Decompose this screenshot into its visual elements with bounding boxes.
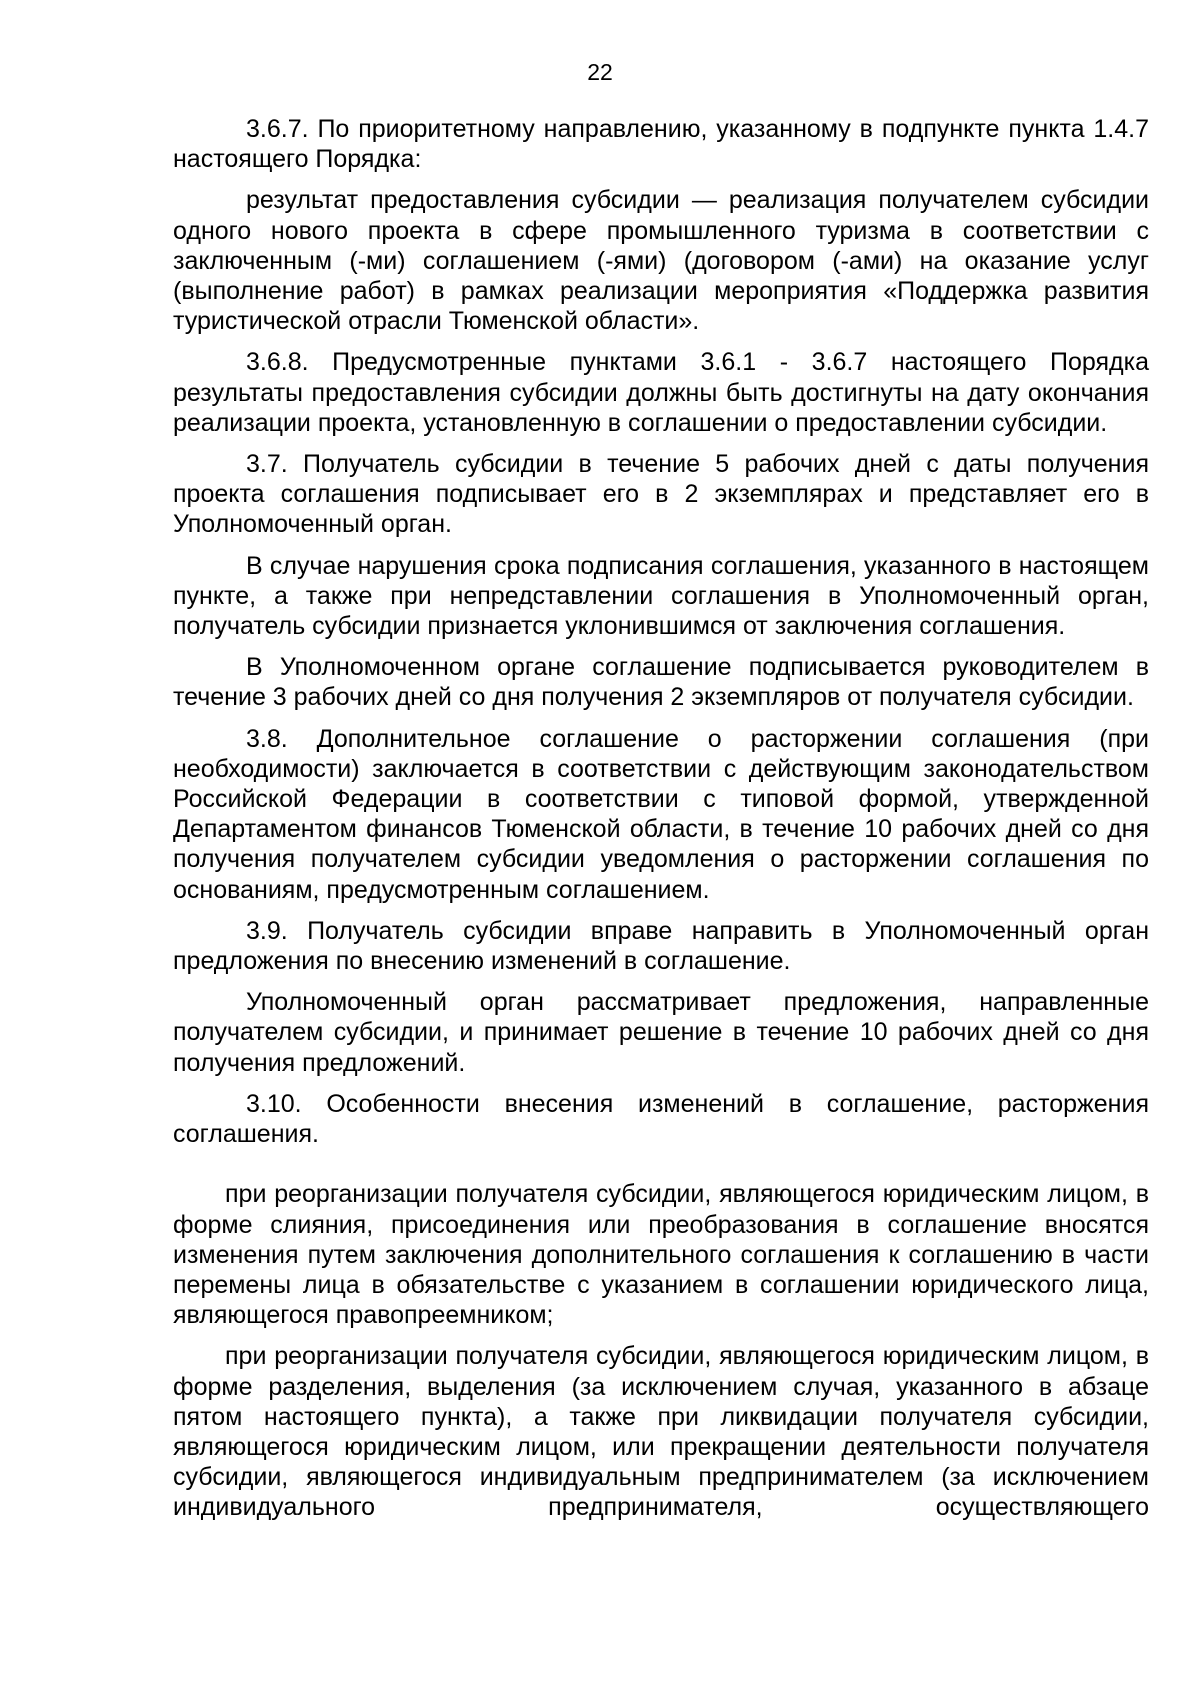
paragraph-proposals-review: Уполномоченный орган рассматривает предложения, направленные получателем субсидии, и принимает решение в течение 10 рабочих дней со дня получения предложений. xyxy=(173,988,1149,1077)
paragraph-3-6-8: 3.6.8. Предусмотренные пунктами 3.6.1 - 3.6.7 настоящего Порядка результаты предоставления субсидии должны быть достигнуты на дату окончания реализации проекта, установленную в соглашении о предоставлении субсидии. xyxy=(173,348,1149,437)
page-number: 22 xyxy=(587,59,613,85)
paragraph-reorganization-division: при реорганизации получателя субсидии, являющегося юридическим лицом, в форме разделения, выделения (за исключением случая, указанного в абзаце пятом настоящего пункта), а также при ликвидации получателя субсидии, являющегося юридическим лицом, или прекращении деятельности получателя субсидии, являющегося индивидуальным предпринимателем (за исключением индивидуального предпринимателя, осуществляющего xyxy=(173,1342,1149,1522)
paragraph-3-9: 3.9. Получатель субсидии вправе направить в Уполномоченный орган предложения по внесению изменений в соглашение. xyxy=(173,916,1149,976)
paragraph-3-7: 3.7. Получатель субсидии в течение 5 рабочих дней с даты получения проекта соглашения подписывает его в 2 экземплярах и представляет его в Уполномоченный орган. xyxy=(173,450,1149,539)
paragraph-3-6-7: 3.6.7. По приоритетному направлению, указанному в подпункте пункта 1.4.7 настоящего Порядка: xyxy=(173,115,1149,174)
paragraph-3-8: 3.8. Дополнительное соглашение о расторжении соглашения (при необходимости) заключается в соответствии с действующим законодательством Российской Федерации в соответствии с типовой формой, утвержденной Департаментом финансов Тюменской области, в течение 10 рабочих дней со дня получения получателем субсидии уведомления о расторжении соглашения по основаниям, предусмотренным соглашением. xyxy=(173,724,1149,904)
paragraph-reorganization-merger: при реорганизации получателя субсидии, являющегося юридическим лицом, в форме слияния, присоединения или преобразования в соглашение вносятся изменения путем заключения дополнительного соглашения к соглашению в части перемены лица в обязательстве с указанием в соглашении юридического лица, являющегося правопреемником; xyxy=(173,1180,1149,1330)
paragraph-signing-violation: В случае нарушения срока подписания соглашения, указанного в настоящем пункте, а также при непредставлении соглашения в Уполномоченный орган, получатель субсидии признается уклонившимся от заключения соглашения. xyxy=(173,551,1149,641)
paragraph-result-tourism: результат предоставления субсидии — реализация получателем субсидии одного нового проекта в сфере промышленного туризма в соответствии с заключенным (-ми) соглашением (-ями) (договором (-ами) на оказание услуг (выполнение работ) в рамках реализации мероприятия «Поддержка развития туристической отрасли Тюменской области». xyxy=(173,186,1149,336)
document-body xyxy=(173,114,1149,1534)
paragraph-3-10: 3.10. Особенности внесения изменений в соглашение, расторжения соглашения. xyxy=(173,1089,1149,1149)
paragraph-authorized-body-signing: В Уполномоченном органе соглашение подписывается руководителем в течение 3 рабочих дней со дня получения 2 экземпляров от получателя субсидии. xyxy=(173,653,1149,712)
